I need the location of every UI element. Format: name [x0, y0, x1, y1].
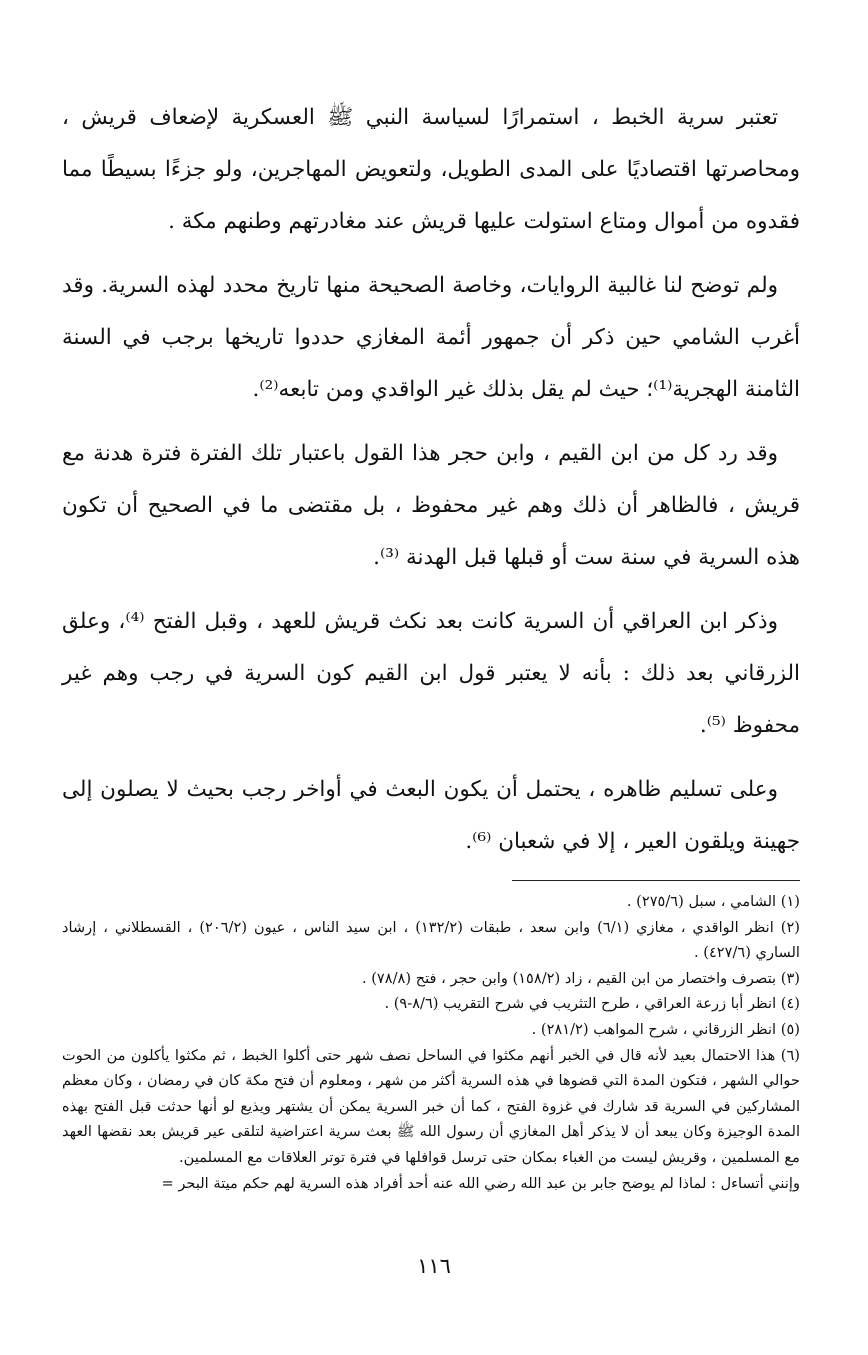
footnote-separator — [512, 880, 800, 881]
footnote-1: (١) الشامي ، سبل (٢٧٥/٦) . — [626, 893, 800, 910]
footnote-6: (٦) هذا الاحتمال بعيد لأنه قال في الخبر أنهم مكثوا في الساحل نصف شهر حتى أكلوا الخبط ، ثم مكثوا يأكلون من الحوت حوالي الشهر ، فتكون المدة التي قضوها في هذه السرية أكثر من شهر ، ومعلوم أن فتح مكة كان في رمضان ، وكان معظم المشاركين في السرية قد شارك في غزوة الفتح ، كما أن خبر السرية يمكن أن يشتهر ويذيع لو أنها حدثت قبل الفتح بهذه المدة الوجيزة وكان يبعد أن لا يذكر أهل المغازي أن رسول الله ﷺ بعث سرية اعتراضية لتلقى عير قريش بعد نقضها العهد مع المسلمين ، وقريش ليست من الغباء بمكان حتى ترسل قوافلها في فترة توتر العلاقات مع المسلمين. — [62, 1046, 800, 1166]
paragraph-5: وعلى تسليم ظاهره ، يحتمل أن يكون البعث في أواخر رجب بحيث لا يصلون إلى جهينة ويلقون العير ، إلا في شعبان ⁽⁶⁾. — [62, 777, 800, 854]
paragraph-1: تعتبر سرية الخبط ، استمرارًا لسياسة النبي ﷺ العسكرية لإضعاف قريش ، ومحاصرتها اقتصاديًا على المدى الطويل، ولتعويض المهاجرين، ولو جزءًا بسيطًا مما فقدوه من أموال ومتاع استولت عليها قريش عند مغادرتهم وطنهم مكة . — [62, 105, 800, 234]
footnote-4: (٤) انظر أبا زرعة العراقي ، طرح التثريب في شرح التقريب (٨/٦-٩) . — [384, 995, 800, 1013]
paragraph-3: وقد رد كل من ابن القيم ، وابن حجر هذا القول باعتبار تلك الفترة فترة هدنة مع قريش ، فالظاهر أن ذلك وهم غير محفوظ ، بل مقتضى ما في الصحيح أن تكون هذه السرية في سنة ست أو قبلها قبل الهدنة ⁽³⁾. — [62, 441, 800, 570]
page-number: ١١٦ — [417, 1254, 451, 1278]
footnote-continuation: وإنني أتساءل : لماذا لم يوضح جابر بن عبد الله رضي الله عنه أحد أفراد هذه السرية لهم حكم ميتة البحر = — [161, 1174, 800, 1192]
paragraph-2: ولم توضح لنا غالبية الروايات، وخاصة الصحيحة منها تاريخ محدد لهذه السرية. وقد أغرب الشامي حين ذكر أن جمهور أئمة المغازي حددوا تاريخها برجب في السنة الثامنة الهجرية⁽¹⁾؛ حيث لم يقل بذلك غير الواقدي ومن تابعه⁽²⁾. — [62, 273, 800, 402]
footnote-3: (٣) بتصرف واختصار من ابن القيم ، زاد (١٥٨/٢) وابن حجر ، فتح (٧٨/٨) . — [361, 969, 800, 987]
paragraph-4: وذكر ابن العراقي أن السرية كانت بعد نكث قريش للعهد ، وقبل الفتح ⁽⁴⁾، وعلق الزرقاني بعد ذلك : بأنه لا يعتبر قول ابن القيم كون السرية في رجب وهم غير محفوظ ⁽⁵⁾. — [62, 609, 800, 738]
page-body — [62, 92, 800, 1196]
footnotes — [62, 889, 800, 1196]
footnote-2: (٢) انظر الواقدي ، مغازي (٦/١) وابن سعد ، طبقات (١٣٢/٢) ، ابن سيد الناس ، عيون (٢٠٦/٢) ، القسطلاني ، إرشاد الساري (٤٢٧/٦) . — [62, 918, 800, 962]
footnote-5: (٥) انظر الزرقاني ، شرح المواهب (٢٨١/٢) . — [531, 1020, 800, 1038]
